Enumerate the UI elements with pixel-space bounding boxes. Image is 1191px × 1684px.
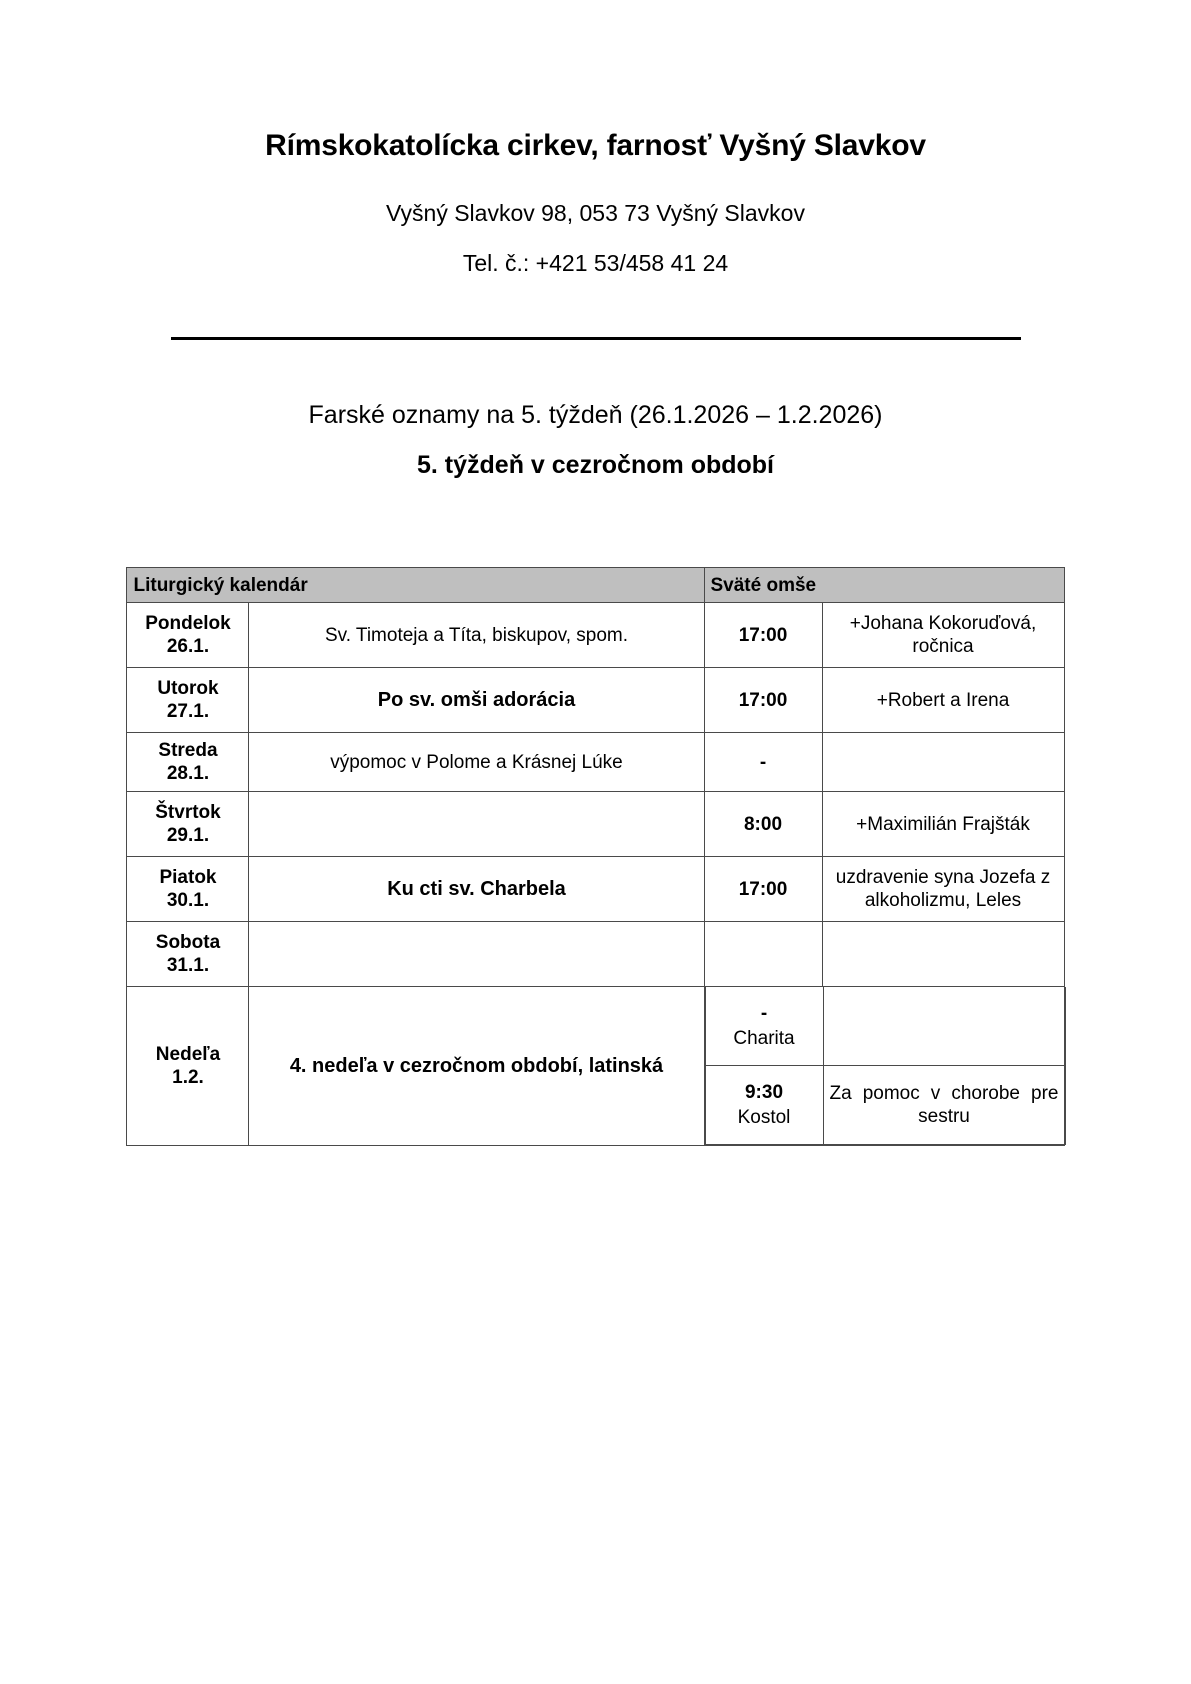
row-time-friday: 17:00 <box>704 857 822 922</box>
table-row-sunday <box>127 987 1064 1146</box>
row-intention-friday: uzdravenie syna Jozefa z alkoholizmu, Leles <box>822 857 1064 922</box>
day-date: 27.1. <box>166 701 210 723</box>
row-time-saturday <box>704 922 822 987</box>
row-day-tuesday <box>127 668 249 733</box>
row-time-tuesday: 17:00 <box>704 668 822 733</box>
announcement-week-line: Farské oznamy na 5. týždeň (26.1.2026 – 1.2.2026) <box>308 401 883 430</box>
day-date: 1.2. <box>172 1067 204 1089</box>
row-day-wednesday <box>127 733 249 792</box>
day-name: Štvrtok <box>155 802 221 824</box>
table-row <box>127 733 1064 792</box>
row-intention-wednesday <box>822 733 1064 792</box>
day-name: Nedeľa <box>155 1044 221 1066</box>
announcement-season-line: 5. týždeň v cezročnom období <box>417 451 774 480</box>
row-liturgical-friday: Ku cti sv. Charbela <box>249 857 704 922</box>
parish-address: Vyšný Slavkov 98, 053 73 Vyšný Slavkov <box>386 200 805 226</box>
sunday-time-charita <box>705 987 823 1066</box>
sunday-time-kostol <box>705 1066 823 1145</box>
row-intention-thursday: +Maximilián Frajšták <box>822 792 1064 857</box>
day-date: 30.1. <box>166 890 210 912</box>
row-day-monday <box>127 603 249 668</box>
day-name: Streda <box>158 740 218 762</box>
table-row <box>127 922 1064 987</box>
row-liturgical-saturday <box>249 922 704 987</box>
day-date: 26.1. <box>166 636 210 658</box>
day-name: Piatok <box>159 867 217 889</box>
day-date: 28.1. <box>166 763 210 785</box>
sunday-mass-row <box>705 987 1065 1066</box>
schedule-table-wrap <box>0 480 1191 1146</box>
day-name: Pondelok <box>145 613 231 635</box>
sunday-mass-subtable <box>705 987 1066 1145</box>
sunday-time-value: 9:30 <box>744 1082 784 1104</box>
parish-header <box>0 0 1191 277</box>
day-date: 31.1. <box>166 955 210 977</box>
row-liturgical-thursday <box>249 792 704 857</box>
row-time-monday: 17:00 <box>704 603 822 668</box>
sunday-time-location: Charita <box>733 1028 795 1050</box>
row-liturgical-sunday: 4. nedeľa v cezročnom období, latinská <box>249 987 704 1146</box>
table-row <box>127 668 1064 733</box>
sunday-mass-group <box>704 987 1064 1146</box>
header-divider-wrap <box>0 277 1191 340</box>
table-row <box>127 603 1064 668</box>
sunday-intention-kostol: Za pomoc v chorobe pre sestru <box>823 1066 1065 1145</box>
row-day-saturday <box>127 922 249 987</box>
table-row <box>127 857 1064 922</box>
sunday-time-value: - <box>760 1003 768 1025</box>
row-time-wednesday: - <box>704 733 822 792</box>
announcement-header <box>0 340 1191 480</box>
row-intention-saturday <box>822 922 1064 987</box>
parish-phone: Tel. č.: +421 53/458 41 24 <box>462 249 729 276</box>
sunday-time-location: Kostol <box>737 1107 791 1129</box>
row-day-thursday <box>127 792 249 857</box>
row-day-friday <box>127 857 249 922</box>
sunday-intention-charita <box>823 987 1065 1066</box>
day-name: Utorok <box>157 678 219 700</box>
header-holy-masses: Sväté omše <box>704 568 1064 603</box>
header-liturgical-calendar: Liturgický kalendár <box>127 568 704 603</box>
day-date: 29.1. <box>166 825 210 847</box>
row-day-sunday <box>127 987 249 1146</box>
row-intention-monday: +Johana Kokoruďová, ročnica <box>822 603 1064 668</box>
table-row <box>127 792 1064 857</box>
page-title: Rímskokatolícka cirkev, farnosť Vyšný Slavkov <box>265 129 926 162</box>
mass-schedule-table <box>126 567 1064 1146</box>
sunday-mass-row <box>705 1066 1065 1145</box>
horizontal-divider <box>171 337 1021 340</box>
row-liturgical-monday: Sv. Timoteja a Títa, biskupov, spom. <box>249 603 704 668</box>
day-name: Sobota <box>155 932 221 954</box>
row-intention-tuesday: +Robert a Irena <box>822 668 1064 733</box>
row-liturgical-wednesday: výpomoc v Polome a Krásnej Lúke <box>249 733 704 792</box>
row-liturgical-tuesday: Po sv. omši adorácia <box>249 668 704 733</box>
row-time-thursday: 8:00 <box>704 792 822 857</box>
table-header-row <box>127 568 1064 603</box>
